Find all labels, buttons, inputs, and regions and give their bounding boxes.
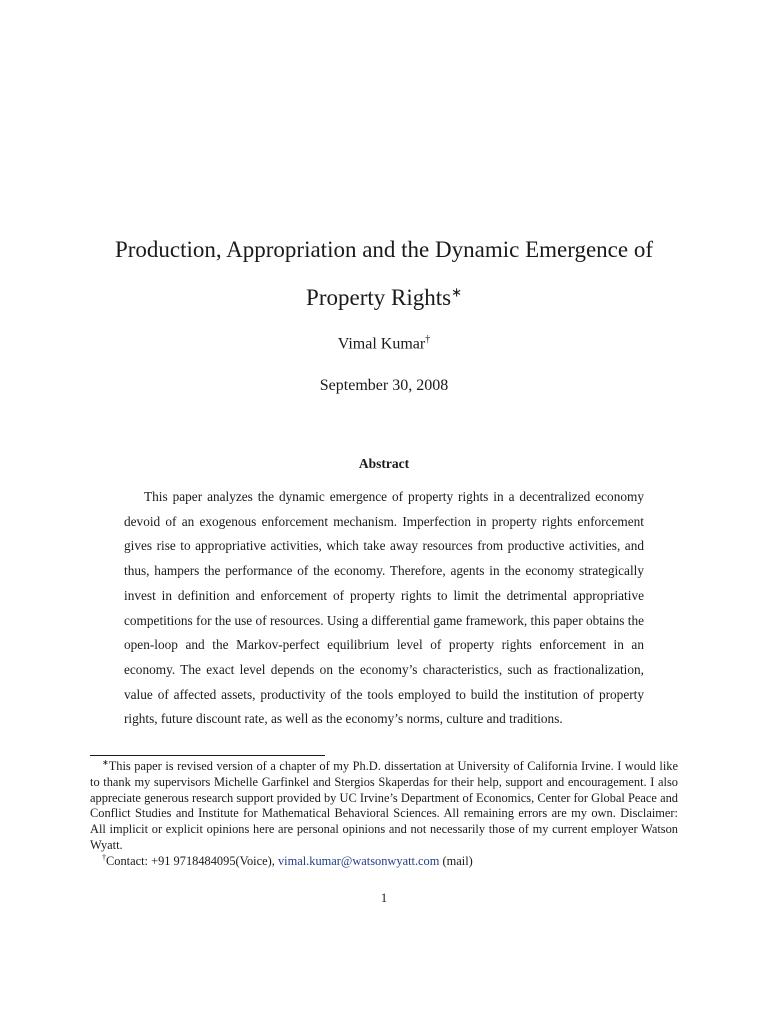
footnote-divider: [90, 755, 325, 756]
author-footnote-mark[interactable]: †: [425, 334, 431, 345]
title-line-2: Property Rights: [306, 285, 452, 310]
footnote-2: [90, 854, 678, 870]
author-name-text: Vimal Kumar: [337, 335, 426, 353]
footnote-1-text: This paper is revised version of a chapter of my Ph.D. dissertation at University of California Irvine. I would like to thank my supervisors Michelle Garfinkel and Stergios Skaperdas for their help, support and encouragement. I also appreciate generous research support provided by UC Irvine’s Department of Economics, Center for Global Peace and Conflict Studies and Institute for Mathematical Behavioral Sciences. All remaining errors are my own. Disclaimer: All implicit or explicit opinions here are personal opinions and not necessarily those of my current employer Watson Wyatt.: [90, 759, 678, 852]
page-number: 1: [380, 891, 388, 905]
footnote-2-mark: †: [102, 852, 106, 862]
footnote-2-prefix: Contact: +91 9718484095(Voice),: [106, 853, 278, 868]
author-name: [0, 334, 768, 353]
footnotes: [90, 759, 678, 870]
title-line-1: Production, Appropriation and the Dynamic Emergence of: [114, 237, 654, 262]
footnote-1: [90, 759, 678, 854]
abstract-heading: Abstract: [358, 456, 410, 471]
abstract-text: This paper analyzes the dynamic emergence of property rights in a decentralized economy devoid of an exogenous enforcement mechanism. Imperfection in property rights enforcement gives rise to appropriative activities, which take away resources from productive activities, and thus, hampers the performance of the economy. Therefore, agents in the economy strategically invest in definition and enforcement of property rights to limit the detrimental appropriative competitions for the use of resources. Using a differential game framework, this paper obtains the open-loop and the Markov-perfect equilibrium level of property rights enforcement in an economy. The exact level depends on the economy’s characteristics, such as fractionalization, value of affected assets, productivity of the tools employed to build the institution of property rights, future discount rate, as well as the economy’s norms, culture and traditions.: [124, 489, 644, 727]
footnote-2-suffix: (mail): [439, 853, 473, 868]
contact-email-link[interactable]: vimal.kumar@watsonwyatt.com: [277, 853, 440, 868]
title-footnote-mark[interactable]: ∗: [451, 284, 462, 300]
paper-title: [90, 226, 678, 322]
footnote-1-mark: ∗: [102, 757, 109, 767]
publication-date: September 30, 2008: [319, 377, 449, 394]
